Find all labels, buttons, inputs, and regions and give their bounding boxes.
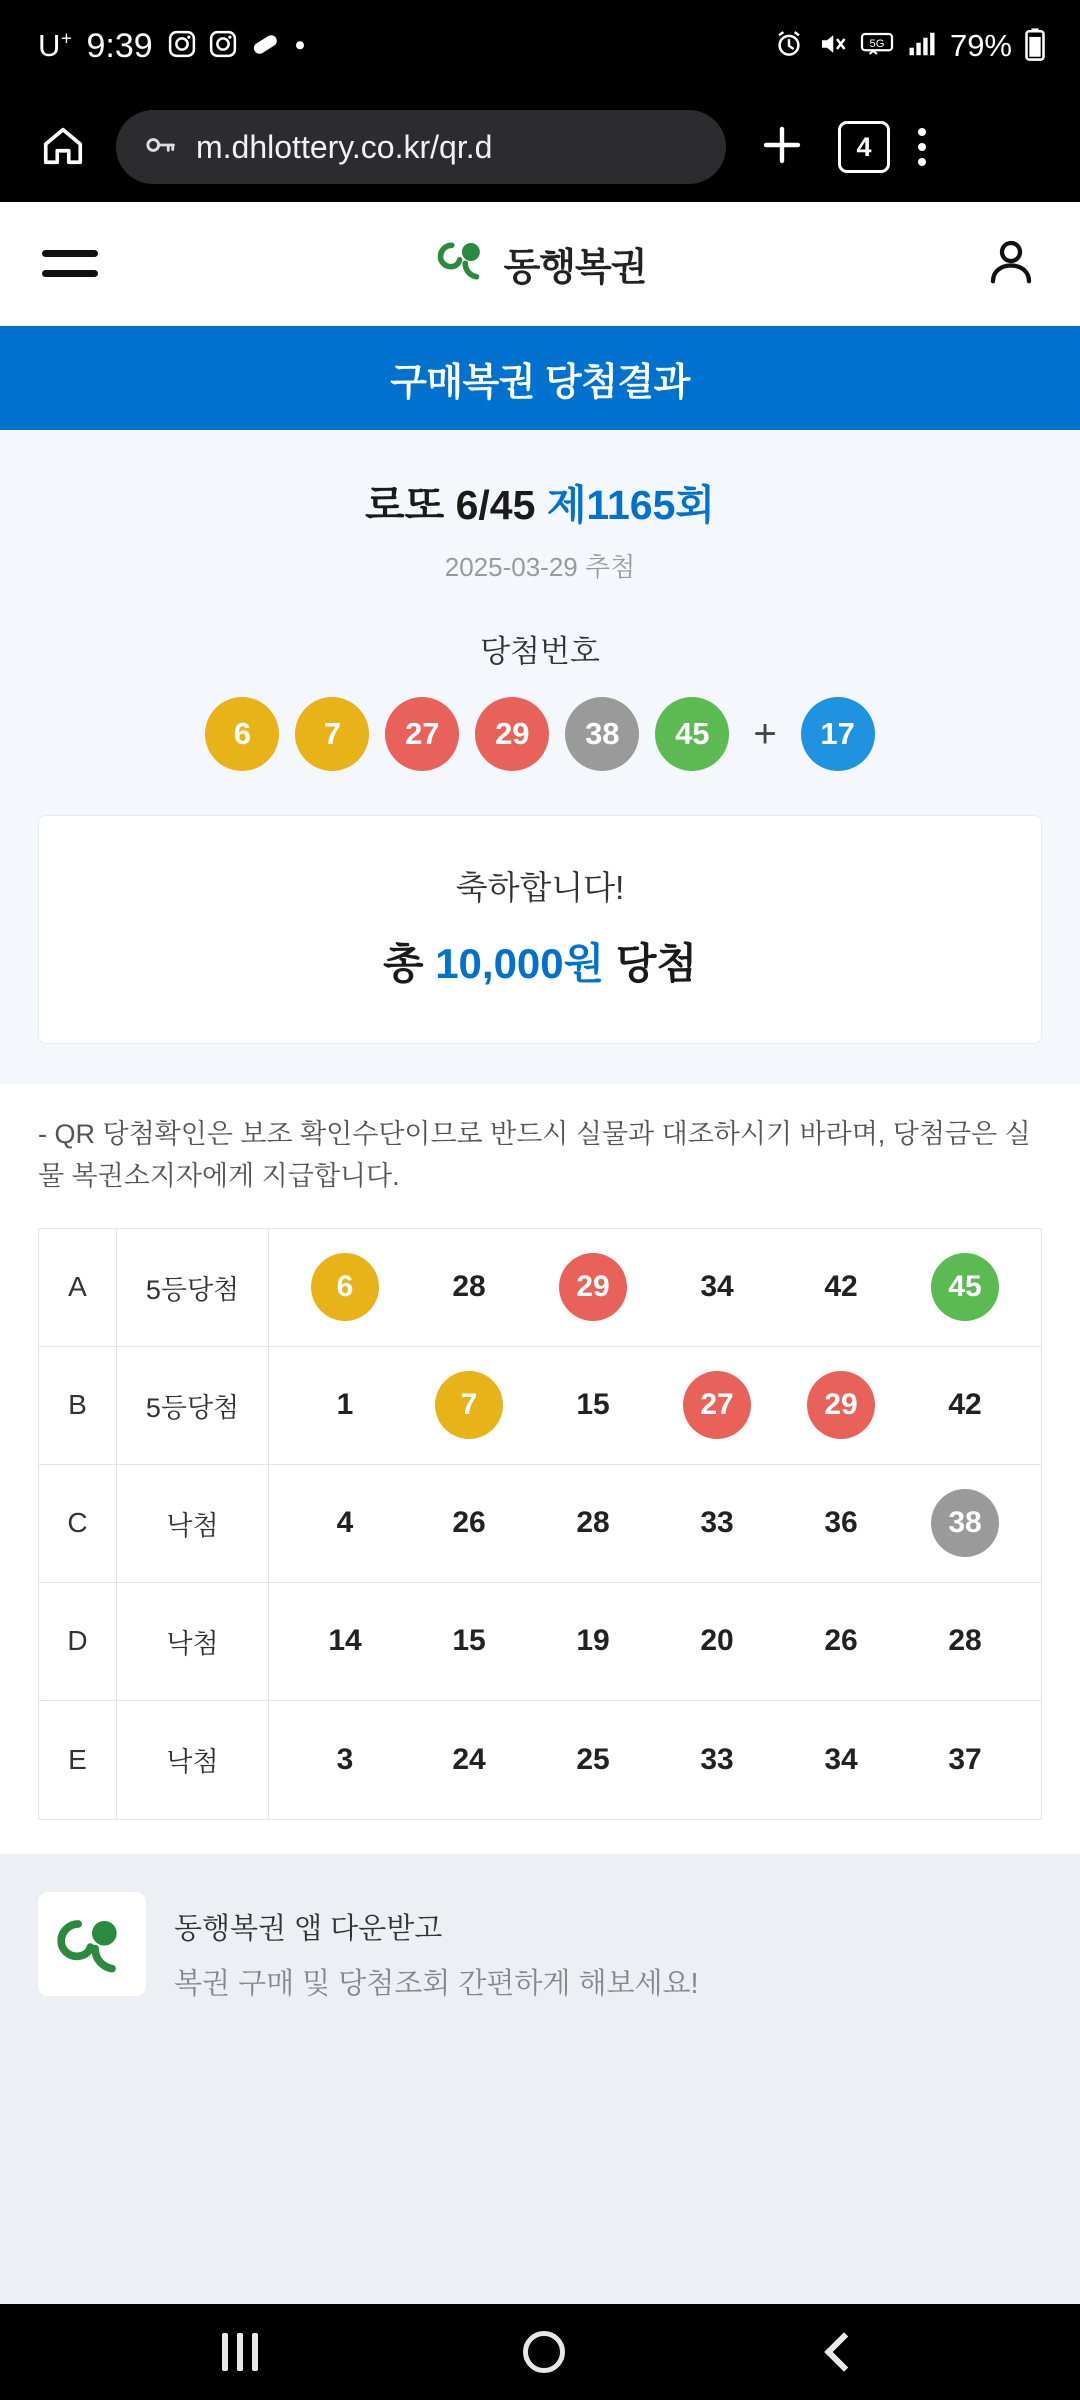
ticket-number: 1 xyxy=(336,1388,354,1422)
ticket-number: 19 xyxy=(576,1624,610,1658)
row-status: 5등당첨 xyxy=(117,1229,269,1346)
ticket-number: 28 xyxy=(948,1624,982,1658)
ticket-number: 34 xyxy=(700,1270,734,1304)
row-numbers xyxy=(269,1465,1041,1582)
ticket-number: 29 xyxy=(559,1253,627,1321)
status-bar-left xyxy=(38,27,308,66)
ticket-number: 6 xyxy=(311,1253,379,1321)
ticket-number: 33 xyxy=(700,1742,734,1776)
ticket-number: 29 xyxy=(807,1371,875,1439)
status-clock: 9:39 xyxy=(86,26,153,65)
game-round-line xyxy=(0,472,1080,531)
page-title: 구매복권 당첨결과 xyxy=(0,326,1080,430)
status-bar-right xyxy=(774,27,1046,66)
hamburger-icon[interactable] xyxy=(42,250,98,277)
app-banner-line1: 동행복권 앱 다운받고 xyxy=(174,1912,443,1945)
site-header xyxy=(0,202,1080,326)
ticket-number: 28 xyxy=(452,1270,486,1304)
table-row xyxy=(39,1347,1041,1465)
row-letter: E xyxy=(39,1701,117,1819)
person-icon[interactable] xyxy=(984,234,1038,293)
winning-ball: 38 xyxy=(565,697,639,771)
ticket-number: 42 xyxy=(948,1388,982,1422)
ticket-number: 15 xyxy=(452,1624,486,1658)
round-number: 제1165회 xyxy=(546,482,715,528)
tab-count-label: 4 xyxy=(856,131,872,162)
ticket-number: 25 xyxy=(576,1742,610,1776)
ticket-table xyxy=(38,1228,1042,1820)
status-bar xyxy=(0,0,1080,92)
home-nav-icon[interactable] xyxy=(523,2331,565,2373)
ticket-number: 4 xyxy=(336,1506,354,1540)
back-nav-icon[interactable] xyxy=(824,2332,864,2372)
ticket-number: 42 xyxy=(824,1270,858,1304)
ticket-number: 26 xyxy=(452,1506,486,1540)
game-name: 로또 6/45 xyxy=(365,482,536,528)
signal-icon xyxy=(906,29,938,64)
dhlottery-app-icon xyxy=(38,1892,146,1996)
app-download-banner[interactable] xyxy=(0,1854,1080,2304)
prize-amount: 10,000원 xyxy=(435,940,605,987)
svg-text:5G: 5G xyxy=(869,37,885,50)
ticket-number: 28 xyxy=(576,1506,610,1540)
instagram-icon xyxy=(208,29,238,64)
prize-line xyxy=(39,931,1041,991)
congrats-text: 축하합니다! xyxy=(455,869,625,906)
ticket-number: 14 xyxy=(328,1624,362,1658)
table-row xyxy=(39,1465,1041,1583)
row-numbers xyxy=(269,1229,1041,1346)
browser-toolbar xyxy=(0,92,1080,202)
row-letter: A xyxy=(39,1229,117,1346)
ticket-number: 37 xyxy=(948,1742,982,1776)
home-icon[interactable] xyxy=(28,122,98,173)
winning-ball: 6 xyxy=(205,697,279,771)
draw-date: 2025-03-29 추첨 xyxy=(444,552,636,582)
system-nav-bar xyxy=(0,2304,1080,2400)
row-numbers xyxy=(269,1701,1041,1819)
ticket-number: 34 xyxy=(824,1742,858,1776)
alarm-icon xyxy=(774,29,804,64)
winning-numbers-label: 당첨번호 xyxy=(480,634,600,669)
kebab-menu-icon[interactable] xyxy=(908,128,936,166)
5g-icon xyxy=(860,29,894,64)
winning-ball: 27 xyxy=(385,697,459,771)
table-row xyxy=(39,1583,1041,1701)
url-text: m.dhlottery.co.kr/qr.d xyxy=(196,128,493,165)
instagram-icon xyxy=(167,29,197,64)
plus-sign: + xyxy=(753,711,777,756)
table-row xyxy=(39,1701,1041,1819)
app-banner-line2: 복권 구매 및 당첨조회 간편하게 해보세요! xyxy=(174,1967,699,2000)
app-banner-text xyxy=(174,1892,699,2002)
permission-icon[interactable] xyxy=(142,127,178,168)
battery-percent: 79% xyxy=(949,28,1012,63)
ticket-number: 20 xyxy=(700,1624,734,1658)
bonus-ball: 17 xyxy=(801,697,875,771)
winning-ball: 7 xyxy=(295,697,369,771)
ticket-number: 15 xyxy=(576,1388,610,1422)
brand-logo[interactable] xyxy=(436,234,647,293)
prize-prefix: 총 xyxy=(382,940,436,987)
ticket-number: 45 xyxy=(931,1253,999,1321)
row-status: 낙첨 xyxy=(117,1465,269,1582)
mute-icon xyxy=(816,29,848,64)
winning-ball: 45 xyxy=(655,697,729,771)
plus-icon[interactable] xyxy=(744,121,820,174)
battery-icon xyxy=(1024,27,1046,66)
dot-icon xyxy=(292,29,308,64)
brand-name: 동행복권 xyxy=(503,247,647,289)
winning-ball: 29 xyxy=(475,697,549,771)
ticket-number: 26 xyxy=(824,1624,858,1658)
prize-suffix: 당첨 xyxy=(604,940,698,987)
ticket-number: 36 xyxy=(824,1506,858,1540)
ticket-number: 27 xyxy=(683,1371,751,1439)
ticket-number: 7 xyxy=(435,1371,503,1439)
result-section xyxy=(0,430,1080,1084)
row-numbers xyxy=(269,1347,1041,1464)
carrier-label: U+ xyxy=(38,28,73,63)
dhlottery-logo-icon xyxy=(436,234,490,293)
winning-numbers-row xyxy=(0,697,1080,771)
tab-count-button[interactable] xyxy=(838,121,890,173)
row-letter: C xyxy=(39,1465,117,1582)
pill-icon xyxy=(249,29,281,64)
row-letter: B xyxy=(39,1347,117,1464)
table-row xyxy=(39,1229,1041,1347)
status-notification-icons xyxy=(167,29,308,64)
row-status: 낙첨 xyxy=(117,1701,269,1819)
row-status: 낙첨 xyxy=(117,1583,269,1700)
row-status: 5등당첨 xyxy=(117,1347,269,1464)
recents-icon[interactable] xyxy=(222,2333,258,2371)
ticket-number: 38 xyxy=(931,1489,999,1557)
ticket-number: 24 xyxy=(452,1742,486,1776)
row-letter: D xyxy=(39,1583,117,1700)
ticket-number: 3 xyxy=(336,1742,354,1776)
notice-text: - QR 당첨확인은 보조 확인수단이므로 반드시 실물과 대조하시기 바라며, 당첨금은 실물 복권소지자에게 지급합니다. xyxy=(38,1119,1031,1191)
row-numbers xyxy=(269,1583,1041,1700)
url-bar[interactable] xyxy=(116,110,726,184)
prize-card xyxy=(38,815,1042,1044)
ticket-number: 33 xyxy=(700,1506,734,1540)
